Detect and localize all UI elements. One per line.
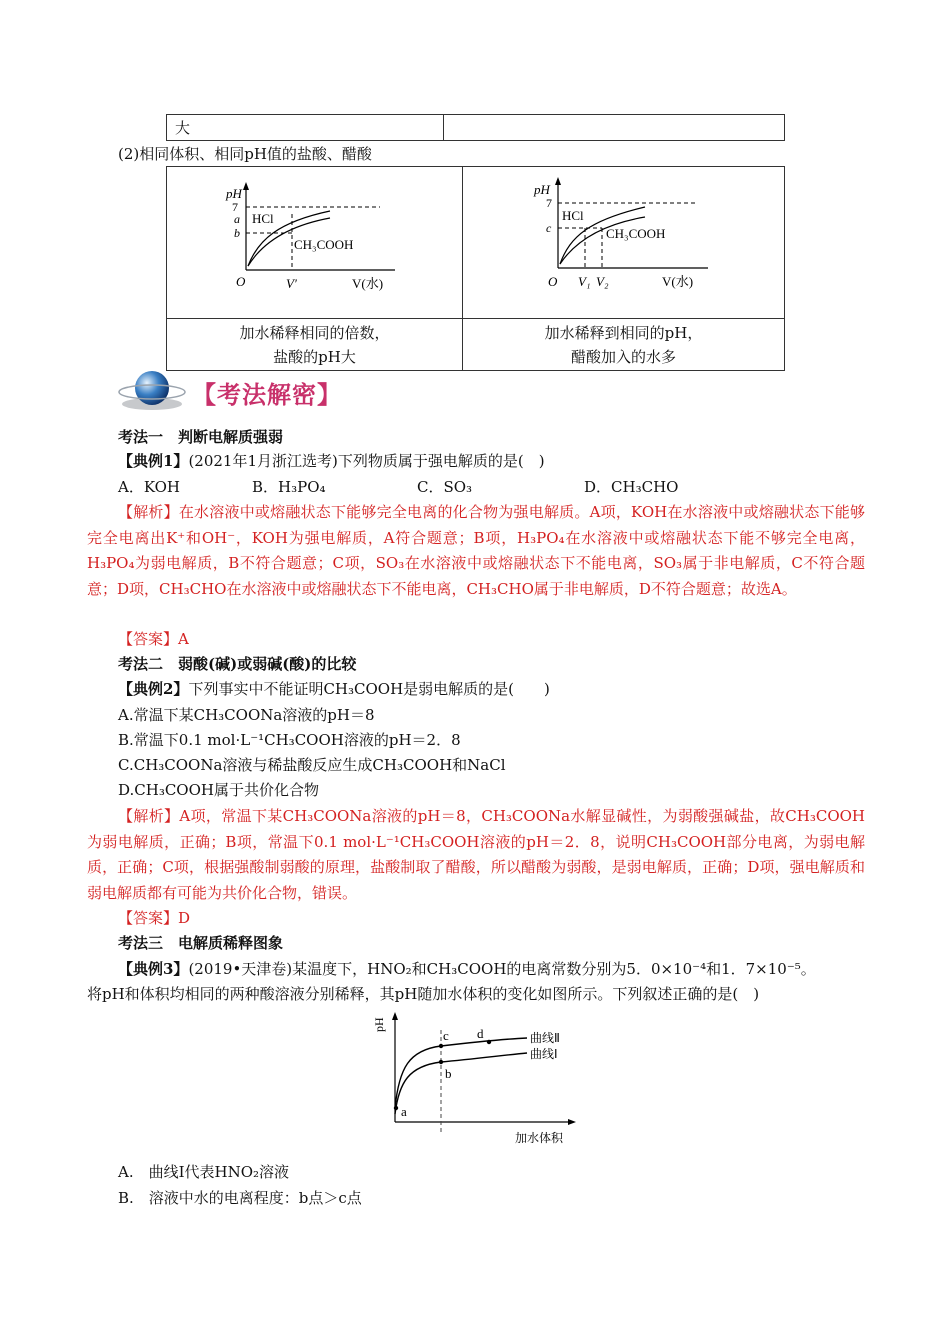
analysis2: 【解析】A项，常温下某CH₃COONa溶液的pH＝8，CH₃COONa水解显碱性，为弱酸强碱盐，故CH₃COOH为弱电解质，正确；B项，常温下0.1 mol·L⁻¹CH₃COOH溶液的pH＝2．8，说明CH₃COOH部分电离，为弱电解质，正确；C项，根据强酸制弱酸的原理，盐酸制取了醋酸，所以醋酸为弱酸，是弱电解质，正确；D项，强电解质和弱电解质都有可能为共价化合物，错误。 (87, 807, 865, 902)
tick-7: 7 (232, 200, 238, 214)
v-prime-label: V′ (286, 276, 297, 291)
ch3cooh-label: CH₃COOH (294, 237, 354, 252)
ch3cooh-label: CH₃COOH (606, 226, 666, 241)
x-axis-label: 加水体积 (515, 1131, 564, 1145)
banner-title: 【考法解密】 (192, 381, 342, 409)
curve-2 (395, 1038, 527, 1108)
tick-a: a (234, 212, 240, 226)
example3: 【典例3】(2019•天津卷)某温度下，HNO₂和CH₃COOH的电离常数分别为5．0×10⁻⁴和1．7×10⁻⁵。 (118, 960, 816, 978)
option: A．KOH (118, 478, 181, 496)
curve2-label: 曲线Ⅱ (530, 1031, 560, 1045)
option: B. 溶液中水的电离程度：b点＞c点 (118, 1189, 362, 1207)
graph-right (530, 172, 710, 298)
caption-right: 加水稀释到相同的pH， 醋酸加入的水多 (463, 319, 785, 371)
v1-label: V₁ (578, 274, 591, 289)
v2-label: V₂ (596, 274, 609, 289)
point-b (439, 1060, 443, 1064)
question3-line2: 将pH和体积均相同的两种酸溶液分别稀释，其pH随加水体积的变化如图所示。下列叙述正确的是( ) (87, 985, 760, 1003)
y-axis-label: pH (372, 1017, 386, 1032)
label-a: a (401, 1104, 407, 1119)
y-axis-arrow (555, 177, 561, 185)
method2-title: 考法二 弱酸(碱)或弱碱(酸)的比较 (118, 655, 357, 673)
top-table-cell (444, 115, 785, 141)
origin: O (236, 274, 246, 289)
tick-b: b (234, 226, 240, 240)
curve-1 (395, 1053, 527, 1114)
section-title: (2)相同体积、相同pH值的盐酸、醋酸 (118, 145, 372, 163)
method1-title: 考法一 判断电解质强弱 (118, 428, 284, 446)
graph-left (226, 178, 400, 298)
label-b: b (445, 1066, 452, 1081)
tick-c: c (546, 221, 552, 235)
hcl-label: HCl (252, 211, 274, 226)
option: C.CH₃COONa溶液与稀盐酸反应生成CH₃COOH和NaCl (118, 756, 506, 774)
option: B．H₃PO₄ (252, 478, 326, 496)
option: C．SO₃ (417, 478, 473, 496)
x-axis-label: V(水) (662, 274, 694, 289)
y-axis-label: pH (534, 182, 550, 197)
hcl-label: HCl (562, 208, 584, 223)
option: D.CH₃COOH属于共价化合物 (118, 781, 319, 799)
x-axis-label: V(水) (352, 276, 384, 291)
answer2: 【答案】D (118, 909, 191, 927)
label-c: c (443, 1028, 449, 1043)
analysis1: 【解析】在水溶液中或熔融状态下能够完全电离的化合物为强电解质。A项，KOH在水溶液中或熔融状态下能够完全电离出K⁺和OH⁻，KOH为强电解质，A符合题意；B项，H₃PO₄在水溶液中或熔融状态下能不够完全电离，H₃PO₄为弱电解质，B不符合题意；C项，SO₃在水溶液中或熔融状态下不能电离，SO₃属于非电解质，C不符合题意；D项，CH₃CHO在水溶液中或熔融状态下不能电离，CH₃CHO属于非电解质，D不符合题意；故选A。 (87, 503, 865, 598)
option: A. 曲线Ⅰ代表HNO₂溶液 (118, 1163, 290, 1181)
top-table-cell: 大 (167, 115, 444, 141)
point-d (487, 1040, 491, 1044)
y-axis-arrow (243, 182, 249, 190)
top-table (166, 114, 785, 141)
y-axis-label: pH (226, 186, 242, 201)
caption-left: 加水稀释相同的倍数， 盐酸的pH大 (167, 319, 463, 371)
option: A.常温下某CH₃COONa溶液的pH＝8 (118, 706, 375, 724)
example2: 【典例2】下列事实中不能证明CH₃COOH是弱电解质的是( ) (118, 680, 550, 698)
example1: 【典例1】(2021年1月浙江选考)下列物质属于强电解质的是( ) (118, 452, 545, 470)
answer1: 【答案】A (118, 630, 189, 648)
globe-icon (118, 368, 188, 412)
option: D．CH₃CHO (584, 478, 679, 496)
method3-title: 考法三 电解质稀释图象 (118, 934, 284, 952)
option: B.常温下0.1 mol·L⁻¹CH₃COOH溶液的pH＝2．8 (118, 731, 461, 749)
x-axis-arrow (568, 1119, 576, 1125)
point-c (439, 1044, 443, 1048)
y-axis-arrow (392, 1012, 398, 1020)
graph-example3 (365, 1008, 585, 1148)
label-d: d (477, 1026, 484, 1041)
point-a (394, 1106, 398, 1110)
curve1-label: 曲线Ⅰ (530, 1047, 558, 1061)
origin: O (548, 274, 558, 289)
tick-7: 7 (546, 196, 552, 210)
